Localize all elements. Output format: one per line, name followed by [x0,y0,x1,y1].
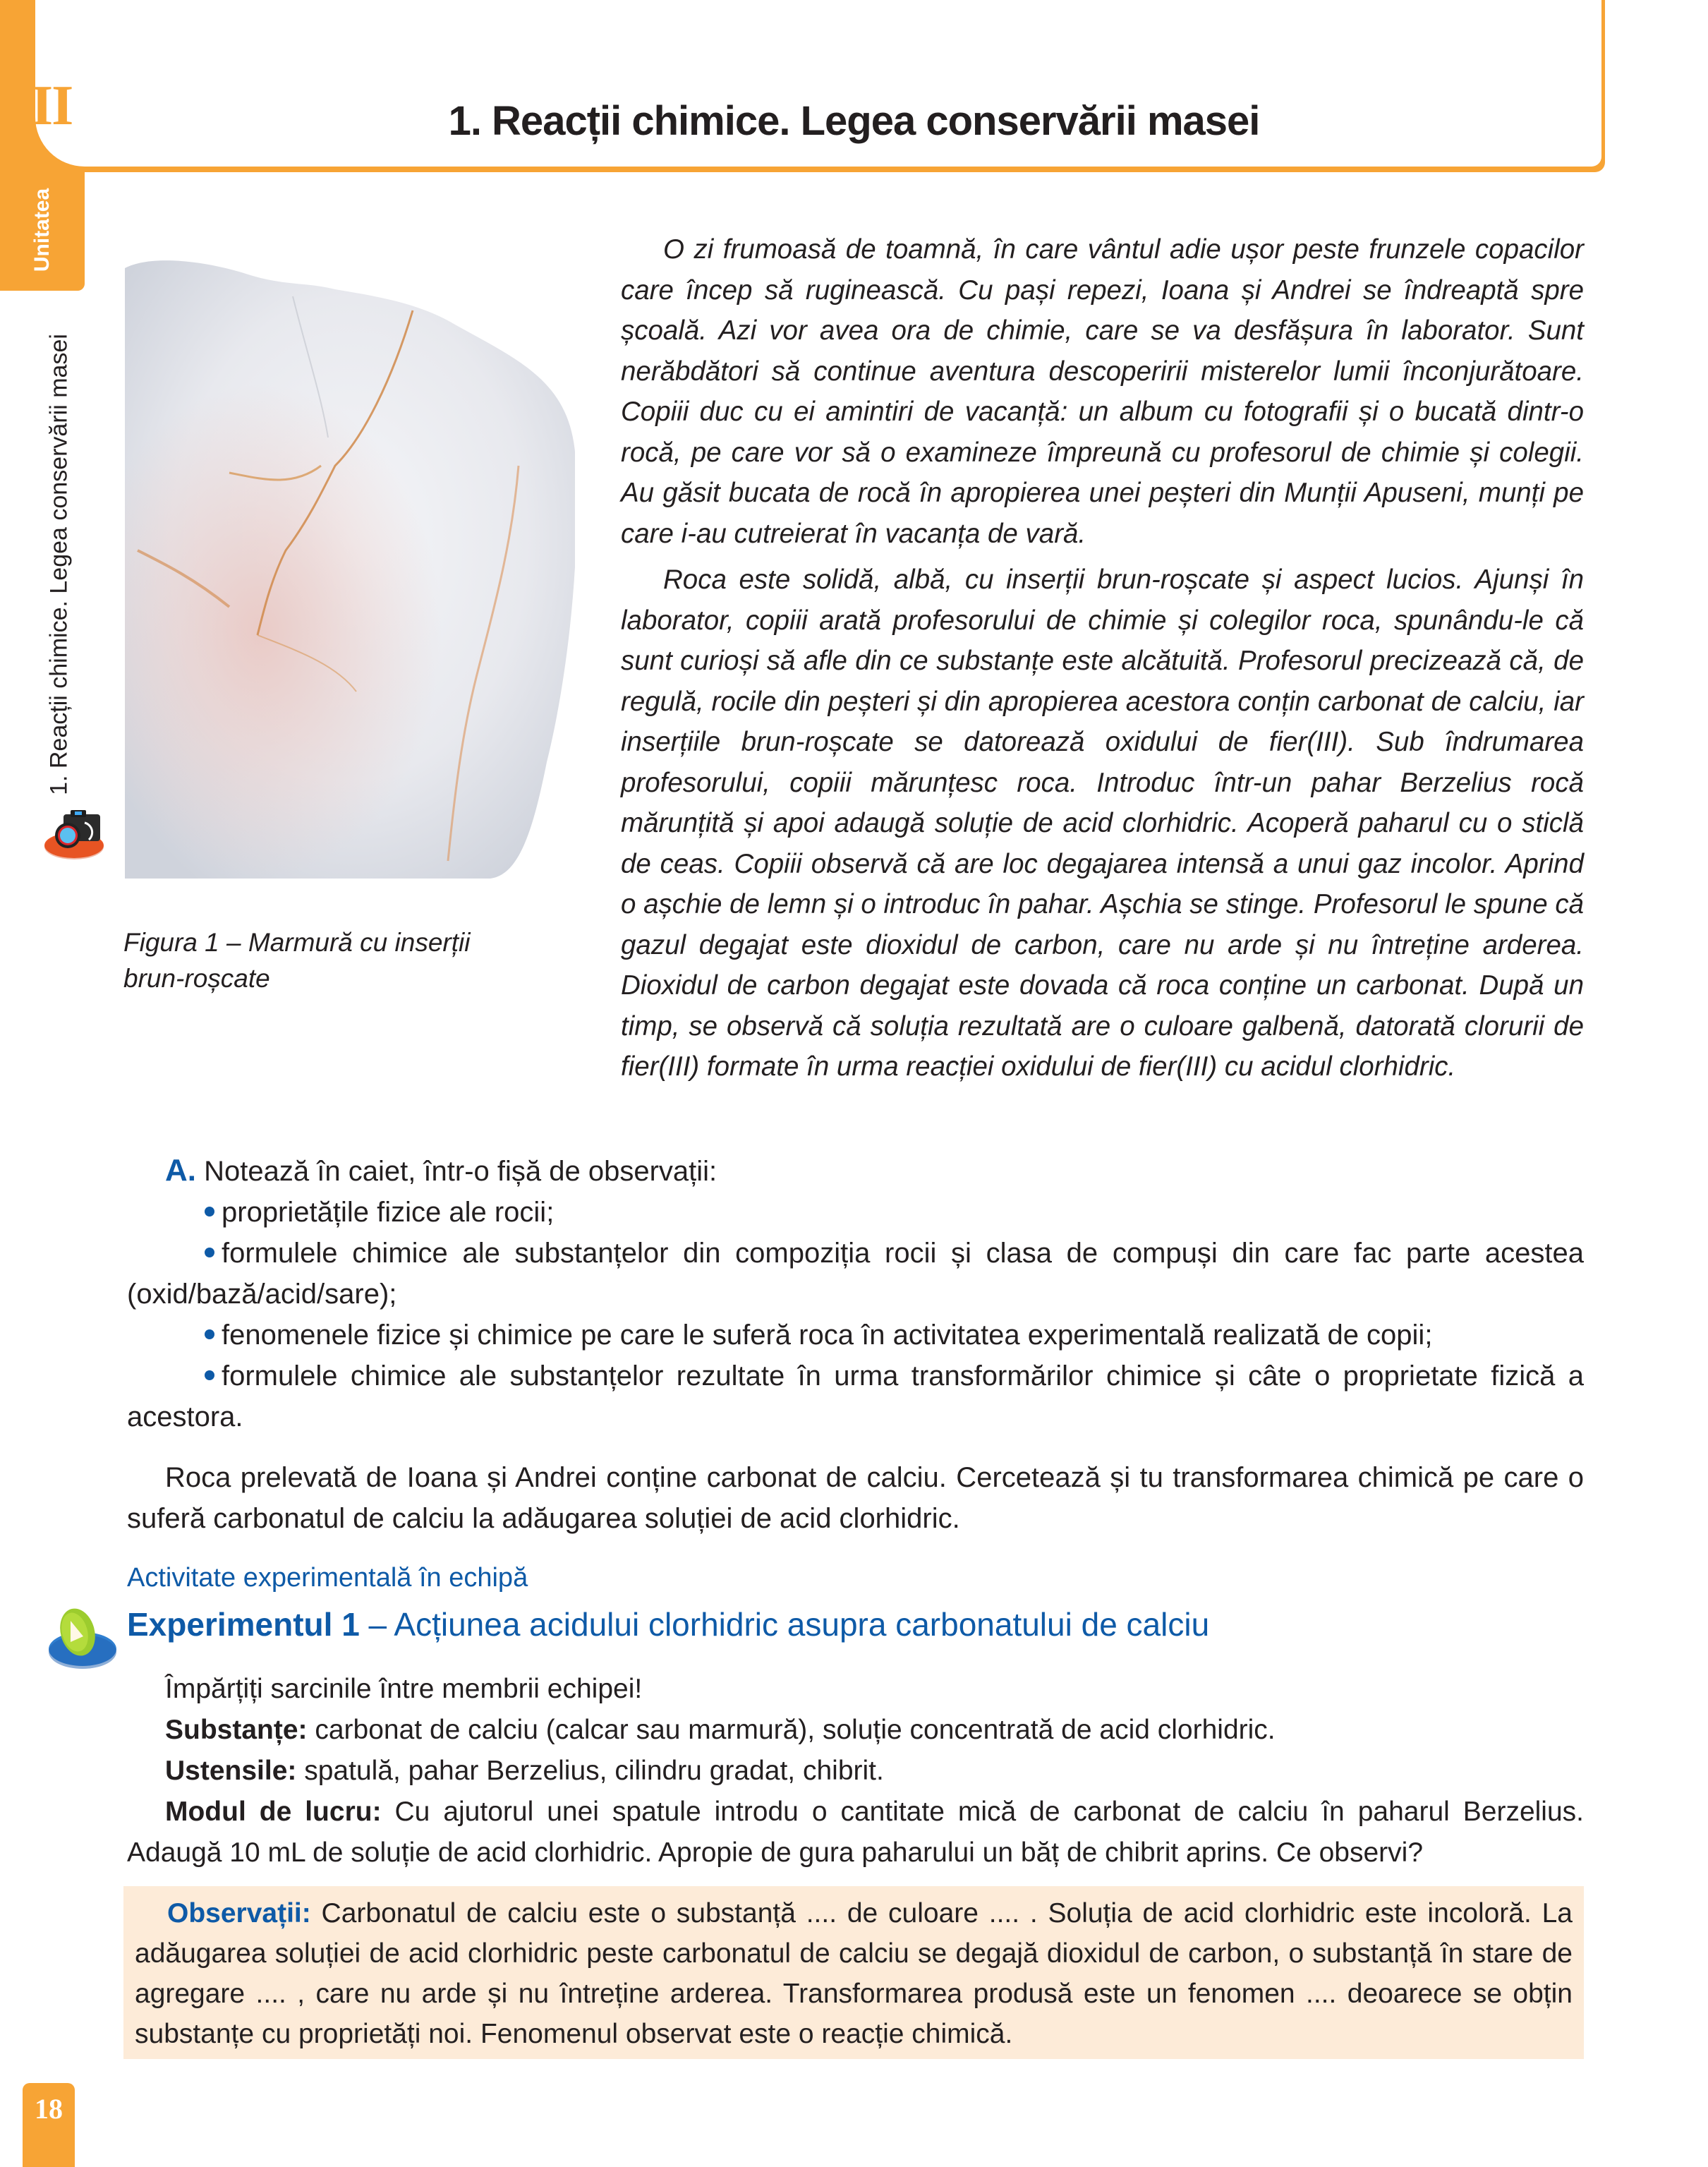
camera-icon [42,804,113,861]
experiment-tools: Ustensile: spatulă, pahar Berzelius, cilindru gradat, chibrit. [165,1756,884,1786]
experiment-method: Modul de lucru: Cu ajutorul unei spatule introdu o cantitate mică de carbonat de calciu în paharul Berzelius. Adaugă 10 mL de soluție de acid clorhidric. Apropie de gura paharului un băț de chibrit aprins. Ce observi? [127,1797,1585,1868]
observations-text: Observații: Carbonatul de calciu este o substanță .... de culoare .... . Soluția de acid clorhidric este incoloră. La adăugarea soluției de acid clorhidric peste carbonatul de calciu se degajă dioxidul de carbon, o substanță în stare de agregare .... , care nu arde și nu întreține arderea. Transformarea produsă este un fenomen .... deoarece se obțin substanțe cu proprietăți noi. Fenomenul observat este o reacție chimică. [135,1898,1573,2049]
task-list-item: proprietățile fizice ale rocii; [127,1192,1584,1233]
story-paragraph: O zi frumoasă de toamnă, în care vântul adie ușor peste frunzele copacilor care încep să ruginească. Cu pași repezi, Ioana și Andrei se îndreaptă spre școală. Azi vor avea ora de chimie, care se va desfășura în laborator. Sunt nerăbdători să continue aventura descoperirii misterelor lumii înconjurătoare. Copiii duc cu ei amintiri de vacanță: un album cu fotografii și o bucată dintr-o rocă, pe care vor să o examineze împreună cu profesorul de chimie și colegii. Au găsit bucata de rocă în apropierea unei peșteri din Munții Apuseni, munți pe care i-au cutreierat în vacanța de vară. [621,234,1584,549]
observations-box [123,1886,1584,2059]
activity-label: Activitate experimentală în echipă [127,1563,528,1593]
bullet-dot-icon [205,1370,214,1380]
bullet-dot-icon [205,1207,214,1217]
figure-caption-line1: Figura 1 – Marmură cu inserții [123,928,471,957]
experiment-title-text: – Acțiunea acidului clorhidric asupra carbonatului de calciu [359,1606,1210,1643]
page-number: 18 [35,2093,63,2125]
experiment-instruction: Împărțiți sarcinile între membrii echipei! [165,1674,643,1704]
story-text [621,229,1584,1087]
experiment-body [127,1669,1584,1873]
bullet-dot-icon [205,1329,214,1339]
task-heading [127,1150,1584,1192]
experiment-play-icon [44,1605,121,1669]
task-a [127,1150,1584,1437]
figure-caption [123,924,547,996]
figure-caption-line2: brun-roșcate [123,964,270,993]
task-list-item: fenomenele fizice și chimice pe care le suferă roca în activitatea experimentală realizată de copii; [127,1315,1584,1356]
context-paragraph: Roca prelevată de Ioana și Andrei conține carbonat de calciu. Cercetează și tu transformarea chimică pe care o suferă carbonatul de calciu la adăugarea soluției de acid clorhidric. [127,1462,1584,1534]
marble-rock-photo [123,254,575,882]
experiment-substances: Substanțe: carbonat de calciu (calcar sau marmură), soluție concentrată de acid clorhidric. [165,1715,1276,1745]
experiment-title-number: Experimentul 1 [127,1606,360,1643]
task-letter: A. [165,1153,196,1188]
unit-tab-label: Unitatea [30,188,54,272]
task-list-item: formulele chimice ale substanțelor din compoziția rocii și clasa de compuși din care fac parte acestea (oxid/bază/acid/sare); [127,1238,1584,1310]
task-intro: Notează în caiet, într-o fișă de observații: [204,1156,717,1187]
experiment-title [127,1605,1209,1643]
story-paragraph: Roca este solidă, albă, cu inserții brun-roșcate și aspect lucios. Ajunși în laborator, copiii arată profesorului de chimie și colegilor roca, spunându-le că sunt curioși să afle din ce substanțe este alcătuită. Profesorul precizează că, de regulă, rocile din peșteri și din apropierea acestora conțin carbonat de calciu, iar inserțiile brun-roșcate se datorează oxidului de fier(III). Sub îndrumarea profesorului, copiii mărunțesc roca. Introduc într-un pahar Berzelius rocă mărunțită și apoi adaugă soluție de acid clorhidric. Acoperă paharul cu o sticlă de ceas. Copiii observă că are loc degajarea intensă a unui gaz incolor. Aprind o așchie de lemn și o introduc în pahar. Așchia se stinge. Profesorul le spune că gazul degajat este dioxidul de carbon, care nu arde și nu întreține arderea. Dioxidul de carbon degajat este dovada că roca conține un carbonat. După un timp, se observă că soluția rezultată are o culoare galbenă, datorată clorurii de fier(III) formate în urma reacției oxidului de fier(III) cu acidul clorhidric. [621,565,1584,1082]
task-list-item: formulele chimice ale substanțelor rezultate în urma transformărilor chimice și câte o proprietate fizică a acestora. [127,1360,1584,1432]
unit-numeral: II [31,75,73,137]
bullet-dot-icon [205,1248,214,1257]
page-title: 1. Reacții chimice. Legea conservării masei [448,98,1260,144]
observations-label: Observații: [167,1898,311,1928]
side-running-title: 1. Reacții chimice. Legea conservării masei [45,334,73,795]
